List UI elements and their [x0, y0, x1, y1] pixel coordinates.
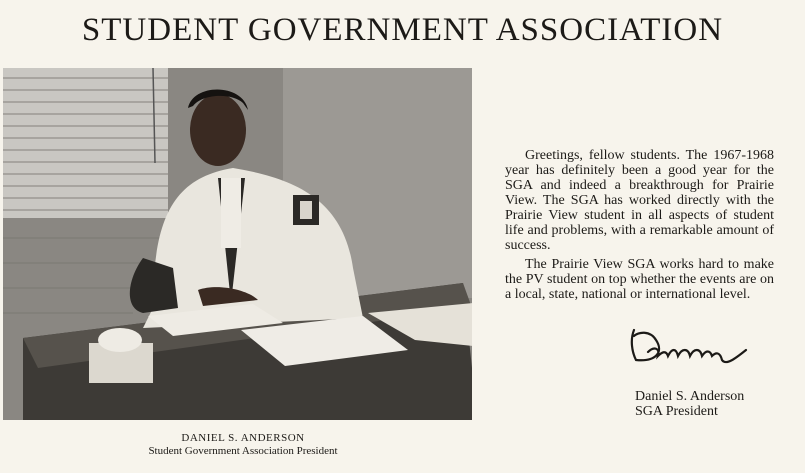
- letter-paragraph: The Prairie View SGA works hard to make the PV student on top whether the events are on a local, state, national or international level.: [505, 257, 774, 302]
- photo-caption: [98, 432, 388, 458]
- signer-block: [635, 389, 795, 419]
- caption-role: Student Government Association President: [148, 445, 338, 457]
- signer-title: SGA President: [635, 404, 718, 419]
- caption-name: DANIEL S. ANDERSON: [181, 432, 305, 444]
- signer-name: Daniel S. Anderson: [635, 389, 745, 404]
- president-letter: [505, 148, 774, 306]
- page-title: STUDENT GOVERNMENT ASSOCIATION: [81, 12, 724, 48]
- signature-danny: [626, 322, 766, 372]
- president-photo: [3, 68, 472, 420]
- president-photo-illustration: [3, 68, 472, 420]
- letter-paragraph: Greetings, fellow students. The 1967-1968 year has definitely been a good year for the SGA and indeed a breakthrough for Prairie View. The SGA has worked directly with the Prairie View student in all aspects of student life and problems, with a remarkable amount of success.: [505, 148, 774, 253]
